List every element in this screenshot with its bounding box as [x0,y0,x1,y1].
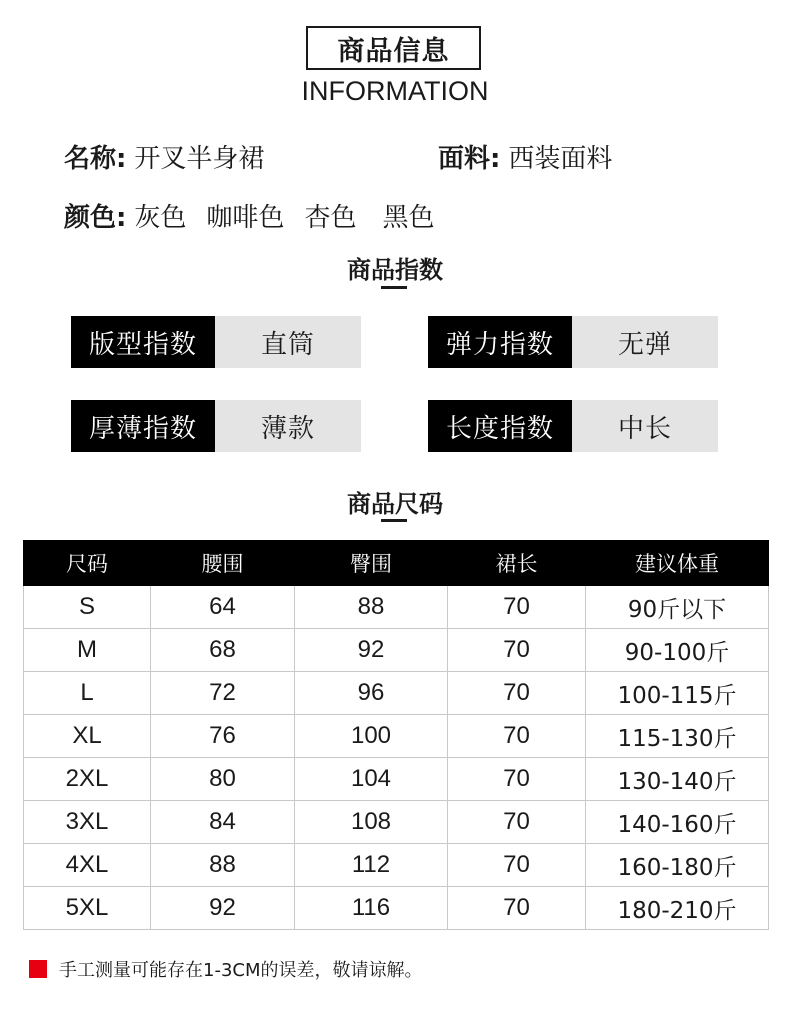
page-subtitle: INFORMATION [301,76,489,106]
cell-size: L [24,672,151,715]
cell-hip: 88 [295,586,448,629]
header-size: 尺码 [24,541,151,586]
cell-size: 2XL [24,758,151,801]
header-skirt-length: 裙长 [448,541,586,586]
size-section-title: 商品尺码 [347,490,443,518]
cell-waist: 88 [151,844,295,887]
header-hip: 臀围 [295,541,448,586]
color-gray: 灰色 [134,203,187,233]
cell-skirt-length: 70 [448,672,586,715]
table-row [24,715,769,758]
cell-skirt-length: 70 [448,586,586,629]
cell-weight: 160-180斤 [586,844,769,887]
index-length-value: 中长 [572,400,718,452]
cell-waist: 80 [151,758,295,801]
cell-waist: 76 [151,715,295,758]
cell-hip: 96 [295,672,448,715]
table-row [24,887,769,930]
cell-size: M [24,629,151,672]
cell-skirt-length: 70 [448,887,586,930]
color-black: 黑色 [382,203,435,233]
index-fit-value: 直筒 [215,316,361,368]
index-elasticity-label: 弹力指数 [428,316,572,368]
color-coffee: 咖啡色 [206,203,285,233]
cell-hip: 100 [295,715,448,758]
size-table-header-row [24,541,769,586]
index-length [428,400,718,452]
note-marker-icon [29,960,47,978]
cell-weight: 130-140斤 [586,758,769,801]
cell-waist: 68 [151,629,295,672]
cell-hip: 92 [295,629,448,672]
cell-size: XL [24,715,151,758]
measurement-note [29,956,423,982]
fabric-label: 面料: [438,144,501,174]
index-length-label: 长度指数 [428,400,572,452]
cell-skirt-length: 70 [448,844,586,887]
cell-weight: 100-115斤 [586,672,769,715]
index-section-title: 商品指数 [347,256,443,284]
table-row [24,801,769,844]
header-weight: 建议体重 [586,541,769,586]
info-fabric [438,138,612,175]
cell-size: 3XL [24,801,151,844]
index-fit [71,316,361,368]
cell-hip: 104 [295,758,448,801]
cell-hip: 108 [295,801,448,844]
name-label: 名称: [64,144,127,174]
cell-skirt-length: 70 [448,801,586,844]
cell-weight: 90-100斤 [586,629,769,672]
cell-skirt-length: 70 [448,629,586,672]
table-row [24,586,769,629]
cell-hip: 112 [295,844,448,887]
table-row [24,758,769,801]
index-thickness-value: 薄款 [215,400,361,452]
cell-weight: 180-210斤 [586,887,769,930]
cell-skirt-length: 70 [448,758,586,801]
cell-waist: 64 [151,586,295,629]
size-section-underline [381,519,407,522]
index-fit-label: 版型指数 [71,316,215,368]
index-section-underline [381,286,407,289]
table-row [24,672,769,715]
fabric-value: 西装面料 [508,144,613,174]
info-name [64,138,264,175]
cell-waist: 84 [151,801,295,844]
cell-size: S [24,586,151,629]
name-value: 开叉半身裙 [134,144,265,174]
table-row [24,844,769,887]
size-table [23,540,769,930]
cell-size: 4XL [24,844,151,887]
cell-size: 5XL [24,887,151,930]
cell-waist: 72 [151,672,295,715]
note-text: 手工测量可能存在1-3CM的误差，敬请谅解。 [59,960,423,981]
cell-waist: 92 [151,887,295,930]
cell-weight: 90斤以下 [586,586,769,629]
color-apricot: 杏色 [304,203,357,233]
color-label: 颜色: [64,203,127,233]
cell-hip: 116 [295,887,448,930]
table-row [24,629,769,672]
index-thickness [71,400,361,452]
index-thickness-label: 厚薄指数 [71,400,215,452]
index-elasticity-value: 无弹 [572,316,718,368]
index-elasticity [428,316,718,368]
info-colors [64,197,434,234]
cell-weight: 115-130斤 [586,715,769,758]
cell-weight: 140-160斤 [586,801,769,844]
page-title: 商品信息 [306,26,481,70]
cell-skirt-length: 70 [448,715,586,758]
header-waist: 腰围 [151,541,295,586]
